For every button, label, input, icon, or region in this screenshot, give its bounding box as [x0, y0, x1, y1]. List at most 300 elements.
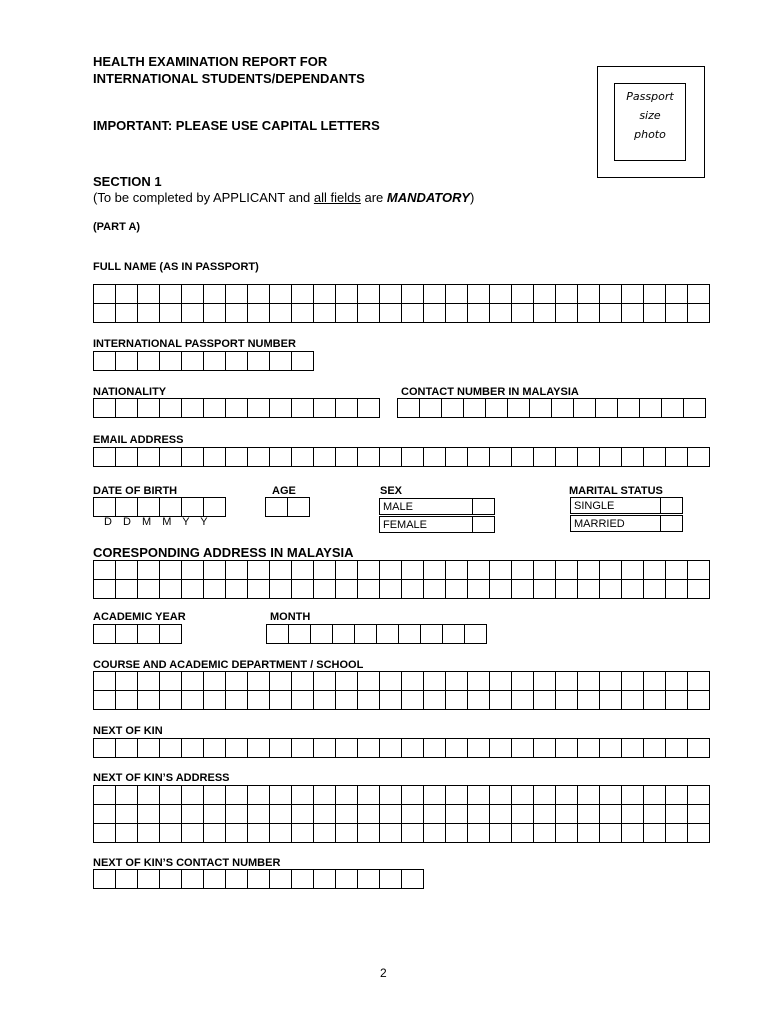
char-box[interactable]: [621, 579, 644, 599]
char-box[interactable]: [313, 303, 336, 323]
char-box[interactable]: [137, 823, 160, 843]
char-box[interactable]: [115, 823, 138, 843]
char-box[interactable]: [181, 303, 204, 323]
char-box[interactable]: [555, 560, 578, 580]
char-box[interactable]: [533, 560, 556, 580]
char-box[interactable]: [115, 738, 138, 758]
char-box[interactable]: [291, 303, 314, 323]
char-box[interactable]: [555, 823, 578, 843]
char-box[interactable]: [357, 671, 380, 691]
char-box[interactable]: [335, 579, 358, 599]
char-box[interactable]: [269, 447, 292, 467]
char-box[interactable]: [93, 785, 116, 805]
char-box[interactable]: [533, 303, 556, 323]
char-box[interactable]: [93, 804, 116, 824]
char-box[interactable]: [401, 579, 424, 599]
char-box[interactable]: [621, 785, 644, 805]
char-box[interactable]: [533, 738, 556, 758]
char-box[interactable]: [467, 579, 490, 599]
char-box[interactable]: [687, 671, 710, 691]
char-box[interactable]: [555, 284, 578, 304]
char-box[interactable]: [401, 284, 424, 304]
char-box[interactable]: [441, 398, 464, 418]
char-box[interactable]: [291, 560, 314, 580]
dob-grid[interactable]: [93, 497, 225, 516]
contact-malaysia-grid[interactable]: [397, 398, 705, 417]
char-box[interactable]: [115, 447, 138, 467]
char-box[interactable]: [379, 823, 402, 843]
char-box[interactable]: [137, 869, 160, 889]
char-box[interactable]: [159, 560, 182, 580]
char-box[interactable]: [313, 823, 336, 843]
char-box[interactable]: [247, 804, 270, 824]
marital-option-married[interactable]: [570, 515, 683, 532]
char-box[interactable]: [181, 738, 204, 758]
kin-address-grid[interactable]: [93, 785, 709, 842]
char-box[interactable]: [485, 398, 508, 418]
char-box[interactable]: [643, 804, 666, 824]
char-box[interactable]: [401, 823, 424, 843]
char-box[interactable]: [313, 671, 336, 691]
char-box[interactable]: [291, 447, 314, 467]
char-box[interactable]: [621, 823, 644, 843]
char-box[interactable]: [621, 804, 644, 824]
char-box[interactable]: [643, 671, 666, 691]
char-box[interactable]: [115, 351, 138, 371]
char-box[interactable]: [511, 447, 534, 467]
char-box[interactable]: [555, 785, 578, 805]
char-box[interactable]: [577, 579, 600, 599]
char-box[interactable]: [621, 284, 644, 304]
char-box[interactable]: [687, 690, 710, 710]
char-box[interactable]: [159, 823, 182, 843]
char-box[interactable]: [445, 284, 468, 304]
char-box[interactable]: [665, 738, 688, 758]
char-box[interactable]: [643, 738, 666, 758]
char-box[interactable]: [247, 560, 270, 580]
char-box[interactable]: [269, 351, 292, 371]
char-box[interactable]: [159, 398, 182, 418]
char-box[interactable]: [203, 560, 226, 580]
char-box[interactable]: [357, 823, 380, 843]
char-box[interactable]: [159, 671, 182, 691]
char-box[interactable]: [665, 303, 688, 323]
char-box[interactable]: [115, 303, 138, 323]
char-box[interactable]: [313, 804, 336, 824]
char-box[interactable]: [225, 447, 248, 467]
char-box[interactable]: [533, 690, 556, 710]
char-box[interactable]: [181, 823, 204, 843]
char-box[interactable]: [269, 671, 292, 691]
char-box[interactable]: [93, 624, 116, 644]
char-box[interactable]: [313, 690, 336, 710]
char-box[interactable]: [643, 447, 666, 467]
char-box[interactable]: [511, 690, 534, 710]
char-box[interactable]: [599, 447, 622, 467]
char-box[interactable]: [137, 497, 160, 517]
char-box[interactable]: [203, 804, 226, 824]
char-box[interactable]: [159, 497, 182, 517]
char-box[interactable]: [93, 351, 116, 371]
char-box[interactable]: [247, 284, 270, 304]
char-box[interactable]: [621, 738, 644, 758]
char-box[interactable]: [93, 671, 116, 691]
char-box[interactable]: [159, 738, 182, 758]
char-box[interactable]: [265, 497, 288, 517]
char-box[interactable]: [376, 624, 399, 644]
char-box[interactable]: [687, 579, 710, 599]
char-box[interactable]: [137, 579, 160, 599]
kin-contact-grid[interactable]: [93, 869, 423, 888]
char-box[interactable]: [617, 398, 640, 418]
passport-grid[interactable]: [93, 351, 313, 370]
char-box[interactable]: [467, 823, 490, 843]
char-box[interactable]: [643, 284, 666, 304]
char-box[interactable]: [115, 804, 138, 824]
char-box[interactable]: [335, 823, 358, 843]
char-box[interactable]: [489, 284, 512, 304]
char-box[interactable]: [335, 671, 358, 691]
char-box[interactable]: [225, 398, 248, 418]
char-box[interactable]: [467, 804, 490, 824]
char-box[interactable]: [159, 624, 182, 644]
char-box[interactable]: [115, 671, 138, 691]
char-box[interactable]: [533, 284, 556, 304]
char-box[interactable]: [599, 804, 622, 824]
char-box[interactable]: [115, 785, 138, 805]
char-box[interactable]: [203, 447, 226, 467]
char-box[interactable]: [445, 447, 468, 467]
char-box[interactable]: [379, 804, 402, 824]
char-box[interactable]: [398, 624, 421, 644]
char-box[interactable]: [357, 785, 380, 805]
char-box[interactable]: [225, 738, 248, 758]
char-box[interactable]: [203, 869, 226, 889]
char-box[interactable]: [467, 738, 490, 758]
char-box[interactable]: [291, 351, 314, 371]
char-box[interactable]: [445, 579, 468, 599]
char-box[interactable]: [181, 497, 204, 517]
char-box[interactable]: [269, 560, 292, 580]
char-box[interactable]: [577, 560, 600, 580]
char-box[interactable]: [313, 560, 336, 580]
char-box[interactable]: [137, 303, 160, 323]
char-box[interactable]: [137, 351, 160, 371]
char-box[interactable]: [357, 579, 380, 599]
char-box[interactable]: [529, 398, 552, 418]
char-box[interactable]: [423, 785, 446, 805]
char-box[interactable]: [423, 690, 446, 710]
char-box[interactable]: [419, 398, 442, 418]
char-box[interactable]: [137, 624, 160, 644]
char-box[interactable]: [225, 690, 248, 710]
char-box[interactable]: [577, 823, 600, 843]
char-box[interactable]: [621, 560, 644, 580]
char-box[interactable]: [379, 284, 402, 304]
char-box[interactable]: [335, 303, 358, 323]
char-box[interactable]: [467, 303, 490, 323]
char-box[interactable]: [137, 560, 160, 580]
char-box[interactable]: [661, 398, 684, 418]
char-box[interactable]: [511, 560, 534, 580]
char-box[interactable]: [511, 284, 534, 304]
char-box[interactable]: [203, 823, 226, 843]
char-box[interactable]: [445, 303, 468, 323]
char-box[interactable]: [181, 869, 204, 889]
char-box[interactable]: [489, 823, 512, 843]
char-box[interactable]: [181, 785, 204, 805]
char-box[interactable]: [489, 303, 512, 323]
char-box[interactable]: [357, 690, 380, 710]
sex-option-female[interactable]: [379, 516, 495, 533]
char-box[interactable]: [687, 823, 710, 843]
char-box[interactable]: [357, 738, 380, 758]
char-box[interactable]: [555, 804, 578, 824]
char-box[interactable]: [577, 447, 600, 467]
char-box[interactable]: [687, 560, 710, 580]
char-box[interactable]: [93, 284, 116, 304]
char-box[interactable]: [225, 284, 248, 304]
char-box[interactable]: [643, 785, 666, 805]
char-box[interactable]: [401, 785, 424, 805]
char-box[interactable]: [247, 579, 270, 599]
char-box[interactable]: [357, 869, 380, 889]
char-box[interactable]: [159, 785, 182, 805]
char-box[interactable]: [489, 560, 512, 580]
char-box[interactable]: [379, 671, 402, 691]
char-box[interactable]: [665, 690, 688, 710]
char-box[interactable]: [266, 624, 289, 644]
char-box[interactable]: [203, 303, 226, 323]
char-box[interactable]: [357, 284, 380, 304]
char-box[interactable]: [247, 398, 270, 418]
char-box[interactable]: [137, 398, 160, 418]
char-box[interactable]: [203, 351, 226, 371]
char-box[interactable]: [93, 303, 116, 323]
char-box[interactable]: [467, 447, 490, 467]
char-box[interactable]: [291, 785, 314, 805]
char-box[interactable]: [687, 738, 710, 758]
char-box[interactable]: [445, 671, 468, 691]
char-box[interactable]: [313, 785, 336, 805]
char-box[interactable]: [203, 284, 226, 304]
char-box[interactable]: [599, 303, 622, 323]
char-box[interactable]: [533, 823, 556, 843]
char-box[interactable]: [639, 398, 662, 418]
char-box[interactable]: [247, 785, 270, 805]
char-box[interactable]: [93, 579, 116, 599]
char-box[interactable]: [93, 823, 116, 843]
char-box[interactable]: [489, 579, 512, 599]
char-box[interactable]: [247, 738, 270, 758]
char-box[interactable]: [555, 579, 578, 599]
char-box[interactable]: [551, 398, 574, 418]
char-box[interactable]: [665, 804, 688, 824]
char-box[interactable]: [93, 690, 116, 710]
char-box[interactable]: [357, 560, 380, 580]
char-box[interactable]: [313, 869, 336, 889]
char-box[interactable]: [269, 804, 292, 824]
char-box[interactable]: [203, 671, 226, 691]
marital-single-checkbox[interactable]: [661, 497, 683, 514]
char-box[interactable]: [159, 284, 182, 304]
char-box[interactable]: [335, 785, 358, 805]
char-box[interactable]: [511, 804, 534, 824]
char-box[interactable]: [291, 823, 314, 843]
char-box[interactable]: [269, 738, 292, 758]
char-box[interactable]: [533, 447, 556, 467]
char-box[interactable]: [599, 823, 622, 843]
char-box[interactable]: [203, 497, 226, 517]
char-box[interactable]: [335, 447, 358, 467]
char-box[interactable]: [423, 579, 446, 599]
char-box[interactable]: [93, 560, 116, 580]
char-box[interactable]: [379, 738, 402, 758]
char-box[interactable]: [181, 579, 204, 599]
char-box[interactable]: [225, 785, 248, 805]
address-grid[interactable]: [93, 560, 709, 598]
marital-married-checkbox[interactable]: [661, 515, 683, 532]
nationality-grid[interactable]: [93, 398, 379, 417]
next-of-kin-grid[interactable]: [93, 738, 709, 757]
char-box[interactable]: [489, 738, 512, 758]
char-box[interactable]: [159, 804, 182, 824]
char-box[interactable]: [423, 804, 446, 824]
char-box[interactable]: [401, 671, 424, 691]
char-box[interactable]: [577, 303, 600, 323]
char-box[interactable]: [577, 785, 600, 805]
char-box[interactable]: [665, 823, 688, 843]
char-box[interactable]: [181, 398, 204, 418]
char-box[interactable]: [379, 579, 402, 599]
char-box[interactable]: [93, 869, 116, 889]
char-box[interactable]: [511, 671, 534, 691]
char-box[interactable]: [401, 560, 424, 580]
char-box[interactable]: [423, 284, 446, 304]
char-box[interactable]: [335, 398, 358, 418]
month-grid[interactable]: [266, 624, 486, 643]
char-box[interactable]: [379, 690, 402, 710]
char-box[interactable]: [137, 738, 160, 758]
char-box[interactable]: [357, 303, 380, 323]
char-box[interactable]: [115, 690, 138, 710]
char-box[interactable]: [225, 560, 248, 580]
char-box[interactable]: [247, 351, 270, 371]
char-box[interactable]: [269, 690, 292, 710]
char-box[interactable]: [269, 823, 292, 843]
char-box[interactable]: [335, 738, 358, 758]
char-box[interactable]: [643, 303, 666, 323]
char-box[interactable]: [533, 579, 556, 599]
char-box[interactable]: [181, 671, 204, 691]
char-box[interactable]: [577, 671, 600, 691]
char-box[interactable]: [489, 690, 512, 710]
char-box[interactable]: [401, 303, 424, 323]
char-box[interactable]: [621, 447, 644, 467]
char-box[interactable]: [401, 690, 424, 710]
char-box[interactable]: [269, 284, 292, 304]
char-box[interactable]: [137, 785, 160, 805]
char-box[interactable]: [247, 823, 270, 843]
char-box[interactable]: [137, 284, 160, 304]
sex-male-checkbox[interactable]: [473, 498, 495, 515]
char-box[interactable]: [137, 671, 160, 691]
char-box[interactable]: [137, 447, 160, 467]
char-box[interactable]: [533, 804, 556, 824]
char-box[interactable]: [225, 869, 248, 889]
char-box[interactable]: [489, 785, 512, 805]
char-box[interactable]: [115, 579, 138, 599]
char-box[interactable]: [313, 398, 336, 418]
char-box[interactable]: [357, 398, 380, 418]
char-box[interactable]: [401, 804, 424, 824]
char-box[interactable]: [489, 671, 512, 691]
char-box[interactable]: [115, 560, 138, 580]
char-box[interactable]: [423, 671, 446, 691]
char-box[interactable]: [665, 284, 688, 304]
char-box[interactable]: [577, 284, 600, 304]
char-box[interactable]: [467, 785, 490, 805]
char-box[interactable]: [555, 738, 578, 758]
char-box[interactable]: [93, 497, 116, 517]
char-box[interactable]: [247, 303, 270, 323]
char-box[interactable]: [599, 738, 622, 758]
char-box[interactable]: [287, 497, 310, 517]
char-box[interactable]: [313, 447, 336, 467]
char-box[interactable]: [533, 785, 556, 805]
char-box[interactable]: [489, 447, 512, 467]
char-box[interactable]: [665, 579, 688, 599]
char-box[interactable]: [577, 738, 600, 758]
char-box[interactable]: [93, 398, 116, 418]
char-box[interactable]: [511, 579, 534, 599]
char-box[interactable]: [442, 624, 465, 644]
char-box[interactable]: [467, 560, 490, 580]
char-box[interactable]: [401, 869, 424, 889]
char-box[interactable]: [225, 351, 248, 371]
char-box[interactable]: [555, 671, 578, 691]
char-box[interactable]: [665, 447, 688, 467]
char-box[interactable]: [683, 398, 706, 418]
char-box[interactable]: [159, 351, 182, 371]
char-box[interactable]: [621, 690, 644, 710]
char-box[interactable]: [467, 284, 490, 304]
char-box[interactable]: [379, 785, 402, 805]
char-box[interactable]: [401, 738, 424, 758]
char-box[interactable]: [335, 560, 358, 580]
char-box[interactable]: [225, 579, 248, 599]
char-box[interactable]: [288, 624, 311, 644]
char-box[interactable]: [335, 284, 358, 304]
char-box[interactable]: [401, 447, 424, 467]
char-box[interactable]: [573, 398, 596, 418]
char-box[interactable]: [445, 560, 468, 580]
age-grid[interactable]: [265, 497, 309, 516]
char-box[interactable]: [115, 869, 138, 889]
char-box[interactable]: [533, 671, 556, 691]
char-box[interactable]: [467, 671, 490, 691]
char-box[interactable]: [357, 804, 380, 824]
char-box[interactable]: [420, 624, 443, 644]
char-box[interactable]: [93, 738, 116, 758]
char-box[interactable]: [313, 284, 336, 304]
char-box[interactable]: [269, 785, 292, 805]
char-box[interactable]: [181, 804, 204, 824]
char-box[interactable]: [159, 303, 182, 323]
char-box[interactable]: [159, 447, 182, 467]
char-box[interactable]: [159, 869, 182, 889]
full-name-grid[interactable]: [93, 284, 709, 322]
